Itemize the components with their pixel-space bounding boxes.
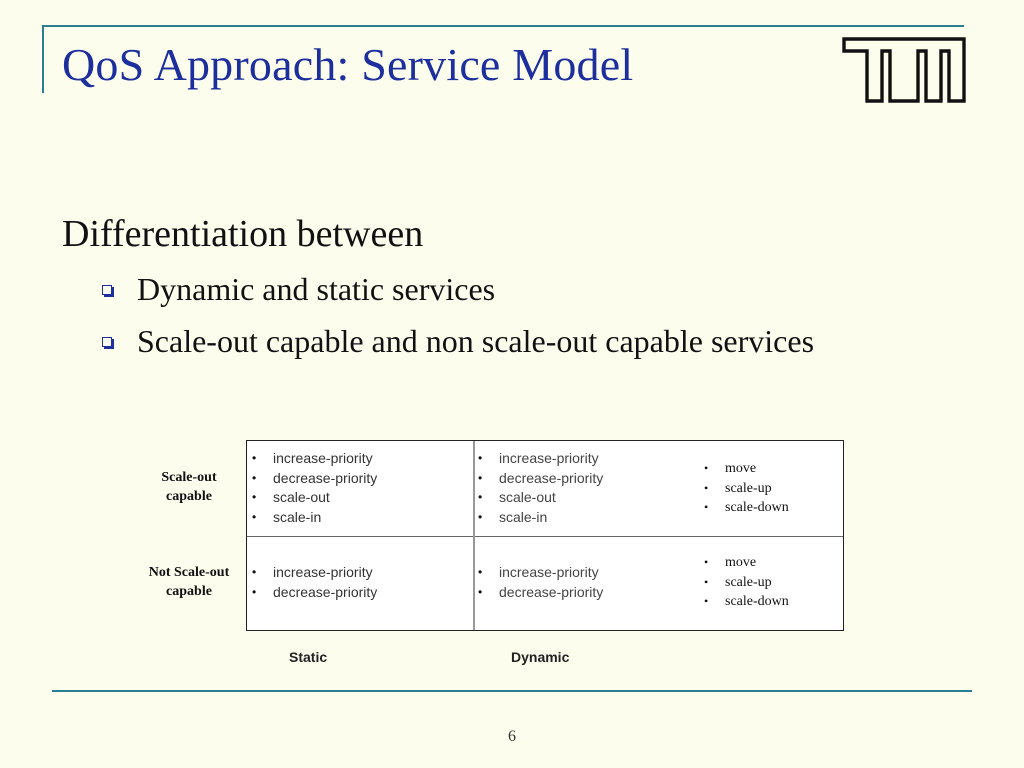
list-item: • scale-down [699, 498, 789, 518]
bullet-dot-icon: • [704, 500, 709, 514]
column-label-static: Static [289, 649, 328, 665]
frame-accent-horizontal [42, 25, 964, 27]
slide-title: QoS Approach: Service Model [62, 39, 634, 90]
list-item: • decrease-priority [247, 469, 377, 489]
list-item: • decrease-priority [473, 583, 603, 603]
list-item: • decrease-priority [247, 583, 377, 603]
list-item: • scale-in [473, 508, 603, 528]
list-item: • scale-out [247, 488, 377, 508]
list-item: • move [699, 553, 789, 573]
bullet-dot-icon: • [252, 509, 257, 524]
bullet-dot-icon: • [704, 574, 709, 589]
bullet-dot-icon: • [478, 490, 483, 504]
service-model-table [246, 440, 844, 631]
list-item: • increase-priority [473, 449, 603, 469]
list-item: • increase-priority [247, 449, 377, 469]
list-item: • increase-priority [473, 563, 603, 583]
row-label-scale-out: Scale-out capable [161, 470, 217, 504]
bullet-text: Dynamic and static services [137, 271, 496, 307]
frame-accent-vertical [42, 25, 44, 93]
bullet-dot-icon: • [252, 584, 257, 599]
cell-r2-dynamic [473, 563, 603, 602]
list-item: • scale-in [247, 508, 377, 528]
bullet-dot-icon: • [478, 565, 483, 579]
bullet-dot-icon: • [478, 470, 483, 485]
list-item: • decrease-priority [473, 469, 603, 489]
cell-r2-static [247, 563, 377, 602]
cell-r1-dynamic [473, 449, 603, 527]
bullet-dot-icon: • [704, 594, 709, 608]
square-bullet-icon [102, 337, 112, 347]
row-label-not-scale-out: Not Scale-out capable [148, 565, 230, 599]
bullet-dot-icon: • [478, 509, 483, 524]
bullet-dot-icon: • [252, 565, 257, 579]
cell-r1-static [247, 449, 377, 527]
column-label-dynamic: Dynamic [511, 649, 570, 665]
bullet-item [100, 270, 860, 309]
bullet-item [100, 322, 860, 361]
bullet-dot-icon: • [704, 555, 709, 569]
bullet-text: Scale-out capable and non scale-out capable services [137, 323, 815, 359]
bullet-dot-icon: • [252, 490, 257, 504]
bullet-dot-icon: • [252, 470, 257, 485]
bullet-dot-icon: • [478, 584, 483, 599]
list-item: • scale-up [699, 479, 789, 499]
bullet-dot-icon: • [704, 480, 709, 495]
bullet-dot-icon: • [704, 461, 709, 475]
cell-r2-extra [699, 553, 789, 612]
list-item: • scale-down [699, 592, 789, 612]
square-bullet-icon [102, 285, 112, 295]
intro-text: Differentiation between [62, 213, 424, 255]
list-item: • move [699, 459, 789, 479]
footer-divider [52, 690, 972, 692]
bullet-list [100, 270, 860, 374]
bullet-dot-icon: • [252, 451, 257, 465]
list-item: • increase-priority [247, 563, 377, 583]
cell-r1-extra [699, 459, 789, 518]
table-row-divider [247, 536, 843, 537]
tum-logo-icon [842, 37, 966, 103]
bullet-dot-icon: • [478, 451, 483, 465]
list-item: • scale-up [699, 573, 789, 593]
page-number: 6 [508, 728, 516, 745]
list-item: • scale-out [473, 488, 603, 508]
